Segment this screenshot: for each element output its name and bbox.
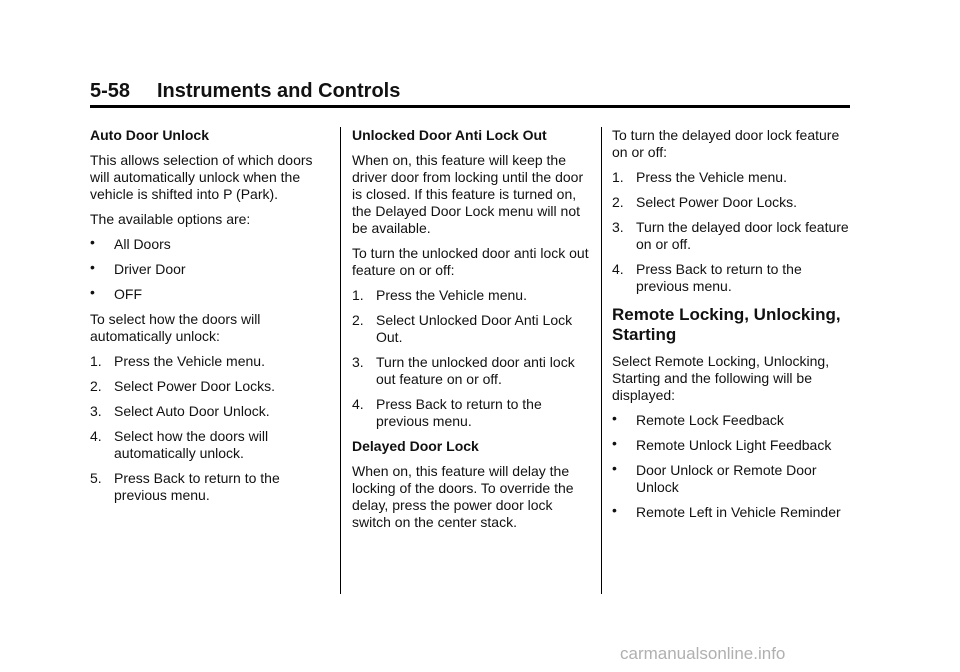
steps-intro: To turn the delayed door lock feature on or off:	[612, 127, 840, 160]
bullet-icon: •	[612, 460, 617, 476]
section-title: Instruments and Controls	[157, 80, 401, 102]
step-number: 2.	[90, 378, 102, 394]
step-text: Select Unlocked Door Anti Lock Out.	[376, 312, 573, 345]
steps-list	[352, 287, 594, 430]
list-item	[612, 504, 854, 521]
step-text: Press Back to return to the previous menu.	[636, 261, 802, 294]
list-item-text: Door Unlock or Remote Door Unlock	[636, 462, 817, 495]
column-1	[90, 127, 332, 512]
steps-list	[90, 353, 332, 504]
bullet-icon: •	[90, 259, 95, 275]
list-item	[90, 236, 332, 253]
step-item	[352, 354, 594, 388]
column-2	[352, 127, 594, 539]
step-text: Press Back to return to the previous menu.	[114, 470, 280, 503]
step-number: 1.	[612, 169, 624, 185]
list-item-text: Remote Lock Feedback	[636, 412, 784, 428]
step-item	[612, 219, 854, 253]
delayed-door-lock-intro: When on, this feature will delay the locking of the doors. To override the delay, press the power door lock switch on the center stack.	[352, 463, 574, 530]
bullet-icon: •	[90, 234, 95, 250]
watermark: carmanualsonline.info	[620, 644, 786, 663]
step-number: 4.	[612, 261, 624, 277]
step-item	[352, 312, 594, 346]
step-number: 3.	[352, 354, 364, 370]
remote-locking-intro: Select Remote Locking, Unlocking, Starting and the following will be displayed:	[612, 353, 830, 403]
step-text: Press the Vehicle menu.	[636, 169, 787, 185]
step-item	[90, 428, 332, 462]
step-number: 4.	[352, 396, 364, 412]
anti-lock-out-heading: Unlocked Door Anti Lock Out	[352, 127, 547, 143]
auto-door-unlock-heading: Auto Door Unlock	[90, 127, 209, 143]
step-item	[352, 396, 594, 430]
list-item-text: Remote Left in Vehicle Reminder	[636, 504, 841, 520]
options-list	[612, 412, 854, 521]
step-text: Press the Vehicle menu.	[114, 353, 265, 369]
remote-locking-heading: Remote Locking, Unlocking, Starting	[612, 305, 841, 344]
list-item-text: Driver Door	[114, 261, 186, 277]
page-number: 5-58	[90, 80, 131, 102]
step-text: Select Power Door Locks.	[114, 378, 276, 394]
step-item	[612, 194, 854, 211]
step-number: 3.	[90, 403, 102, 419]
anti-lock-out-intro: When on, this feature will keep the driver door from locking until the door is closed. If this feature is turned on, the Delayed Door Lock menu will not be available.	[352, 152, 584, 236]
list-item	[612, 412, 854, 429]
header-rule	[90, 105, 850, 108]
steps-intro: To select how the doors will automatically unlock:	[90, 311, 261, 344]
step-item	[352, 287, 594, 304]
step-number: 1.	[90, 353, 102, 369]
step-text: Select Power Door Locks.	[636, 194, 798, 210]
step-item	[90, 378, 332, 395]
list-item	[90, 286, 332, 303]
steps-intro: To turn the unlocked door anti lock out feature on or off:	[352, 245, 589, 278]
step-number: 2.	[352, 312, 364, 328]
step-number: 5.	[90, 470, 102, 486]
step-item	[90, 403, 332, 420]
step-number: 2.	[612, 194, 624, 210]
auto-door-unlock-intro: This allows selection of which doors will automatically unlock when the vehicle is shifted into P (Park).	[90, 152, 313, 202]
step-text: Select Auto Door Unlock.	[114, 403, 270, 419]
step-item	[90, 470, 332, 504]
bullet-icon: •	[90, 284, 95, 300]
step-number: 3.	[612, 219, 624, 235]
bullet-icon: •	[612, 435, 617, 451]
list-item-text: All Doors	[114, 236, 171, 252]
step-item	[612, 261, 854, 295]
steps-list	[612, 169, 854, 295]
page-header	[90, 80, 850, 106]
step-text: Press the Vehicle menu.	[376, 287, 527, 303]
list-item-text: Remote Unlock Light Feedback	[636, 437, 832, 453]
list-item-text: OFF	[114, 286, 142, 302]
step-item	[90, 353, 332, 370]
step-number: 1.	[352, 287, 364, 303]
list-item	[90, 261, 332, 278]
step-text: Press Back to return to the previous menu.	[376, 396, 542, 429]
list-item	[612, 462, 854, 496]
step-text: Turn the delayed door lock feature on or off.	[636, 219, 849, 252]
options-intro: The available options are:	[90, 211, 251, 227]
options-list	[90, 236, 332, 303]
delayed-door-lock-heading: Delayed Door Lock	[352, 438, 479, 454]
column-3	[612, 127, 854, 529]
bullet-icon: •	[612, 410, 617, 426]
step-text: Select how the doors will automatically unlock.	[114, 428, 269, 461]
column-divider	[340, 127, 341, 594]
step-item	[612, 169, 854, 186]
step-text: Turn the unlocked door anti lock out feature on or off.	[376, 354, 575, 387]
bullet-icon: •	[612, 502, 617, 518]
step-number: 4.	[90, 428, 102, 444]
list-item	[612, 437, 854, 454]
column-divider	[601, 127, 602, 594]
